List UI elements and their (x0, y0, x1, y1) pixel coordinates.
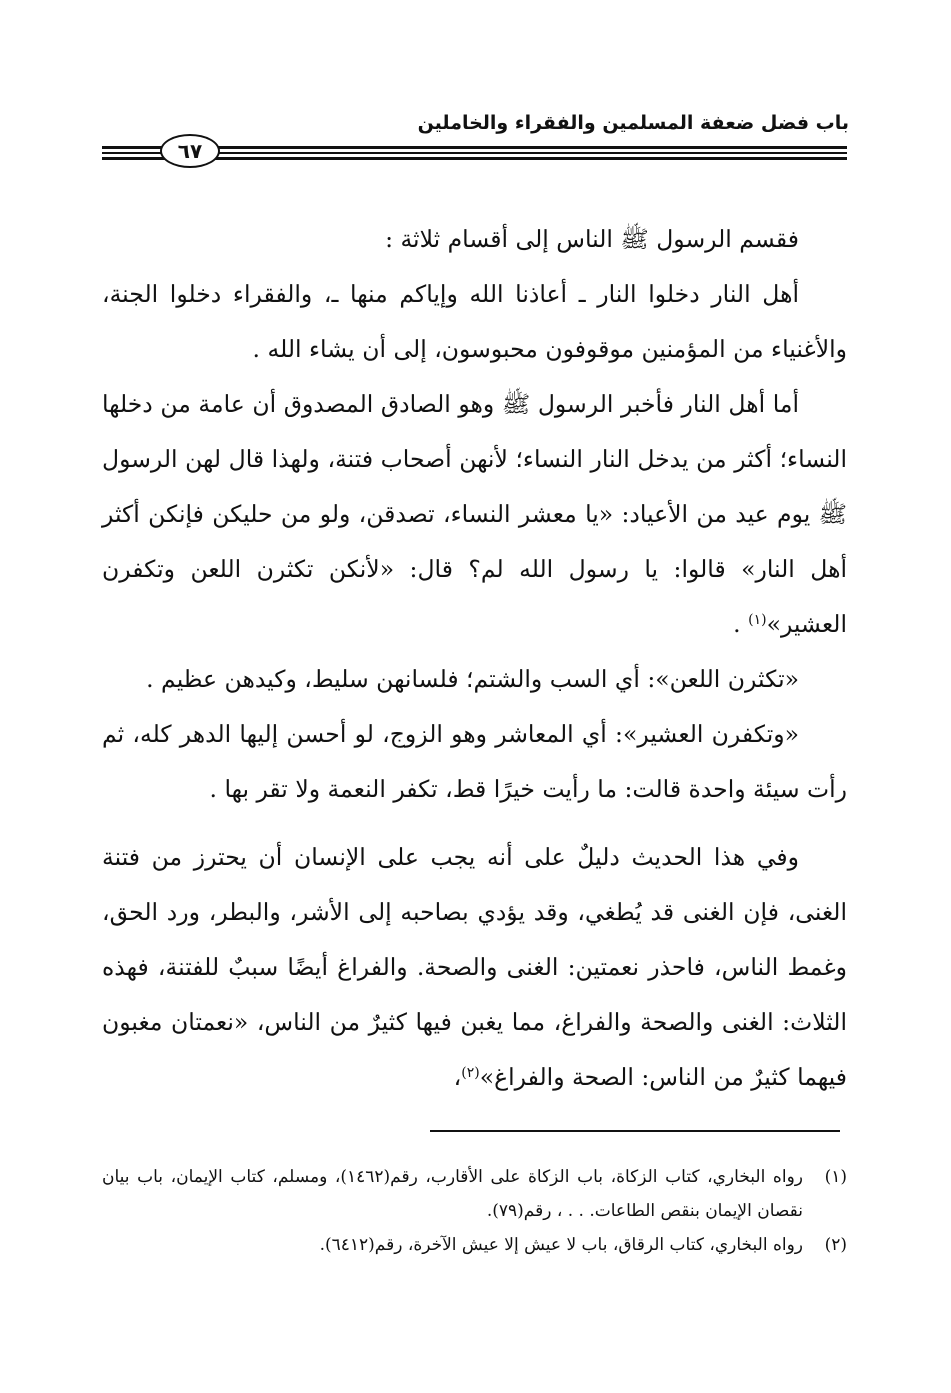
paragraph-text: وفي هذا الحديث دليلٌ على أنه يجب على الإنسان أن يحترز من فتنة الغنى، فإن الغنى قد يُطغي، وقد يؤدي بصاحبه إلى الأشر، والبطر، ورد الحق، وغمط الناس، فاحذر نعمتين: الغنى والصحة. والفراغ أيضًا سببٌ للفتنة، فهذه الثلاث: الغنى والصحة والفراغ، مما يغبن فيها كثيرٌ من الناس، «نعمتان مغبون فيهما كثيرٌ من الناس: الصحة والفراغ» (102, 843, 847, 1091)
body-text (102, 212, 847, 1105)
footnote-ref: (٢) (461, 1065, 480, 1081)
footnote (102, 1160, 847, 1228)
paragraph (102, 830, 847, 1105)
paragraph (102, 377, 847, 652)
footnote-separator (430, 1130, 840, 1132)
footnote-text: رواه البخاري، كتاب الزكاة، باب الزكاة على الأقارب، رقم(١٤٦٢)، ومسلم، كتاب الإيمان، باب بيان نقصان الإيمان بنقص الطاعات. . . ، رقم(٧٩). (102, 1167, 803, 1221)
footnote-number: (١) (824, 1167, 847, 1187)
paragraph: أهل النار دخلوا النار ـ أعاذنا الله وإياكم منها ـ، والفقراء دخلوا الجنة، والأغنياء من المؤمنين موقوفون محبوسون، إلى أن يشاء الله . (102, 280, 847, 363)
footnotes (102, 1160, 847, 1262)
punctuation: ، (453, 1063, 462, 1091)
footnote-number: (٢) (824, 1235, 847, 1255)
paragraph: «تكثرن اللعن»: أي السب والشتم؛ فلسانهن سليط، وكيدهن عظيم . (146, 665, 799, 693)
footnote-text: رواه البخاري، كتاب الرقاق، باب لا عيش إلا عيش الآخرة، رقم(٦٤١٢). (319, 1235, 803, 1255)
paragraph: «وتكفرن العشير»: أي المعاشر وهو الزوج، لو أحسن إليها الدهر كله، ثم رأت سيئة واحدة قالت: ما رأيت خيرًا قط، تكفر النعمة ولا تقر بها . (102, 720, 847, 803)
punctuation: . (733, 610, 749, 638)
paragraph: فقسم الرسول ﷺ الناس إلى أقسام ثلاثة : (385, 225, 799, 253)
footnote-ref: (١) (748, 612, 767, 628)
footnote (102, 1228, 847, 1262)
paragraph-text: أما أهل النار فأخبر الرسول ﷺ وهو الصادق المصدوق أن عامة من دخلها النساء؛ أكثر من يدخل النار النساء؛ لأنهن أصحاب فتنة، ولهذا قال لهن الرسول ﷺ يوم عيد من الأعياد: «يا معشر النساء، تصدقن، ولو من حليكن فإنكن أكثر أهل النار» قالوا: يا رسول الله لم؟ قال: «لأنكن تكثرن اللعن وتكفرن العشير» (102, 390, 847, 638)
page-number: ٦٧ (160, 134, 220, 168)
running-header-title: باب فضل ضعفة المسلمين والفقراء والخاملين (417, 112, 849, 134)
